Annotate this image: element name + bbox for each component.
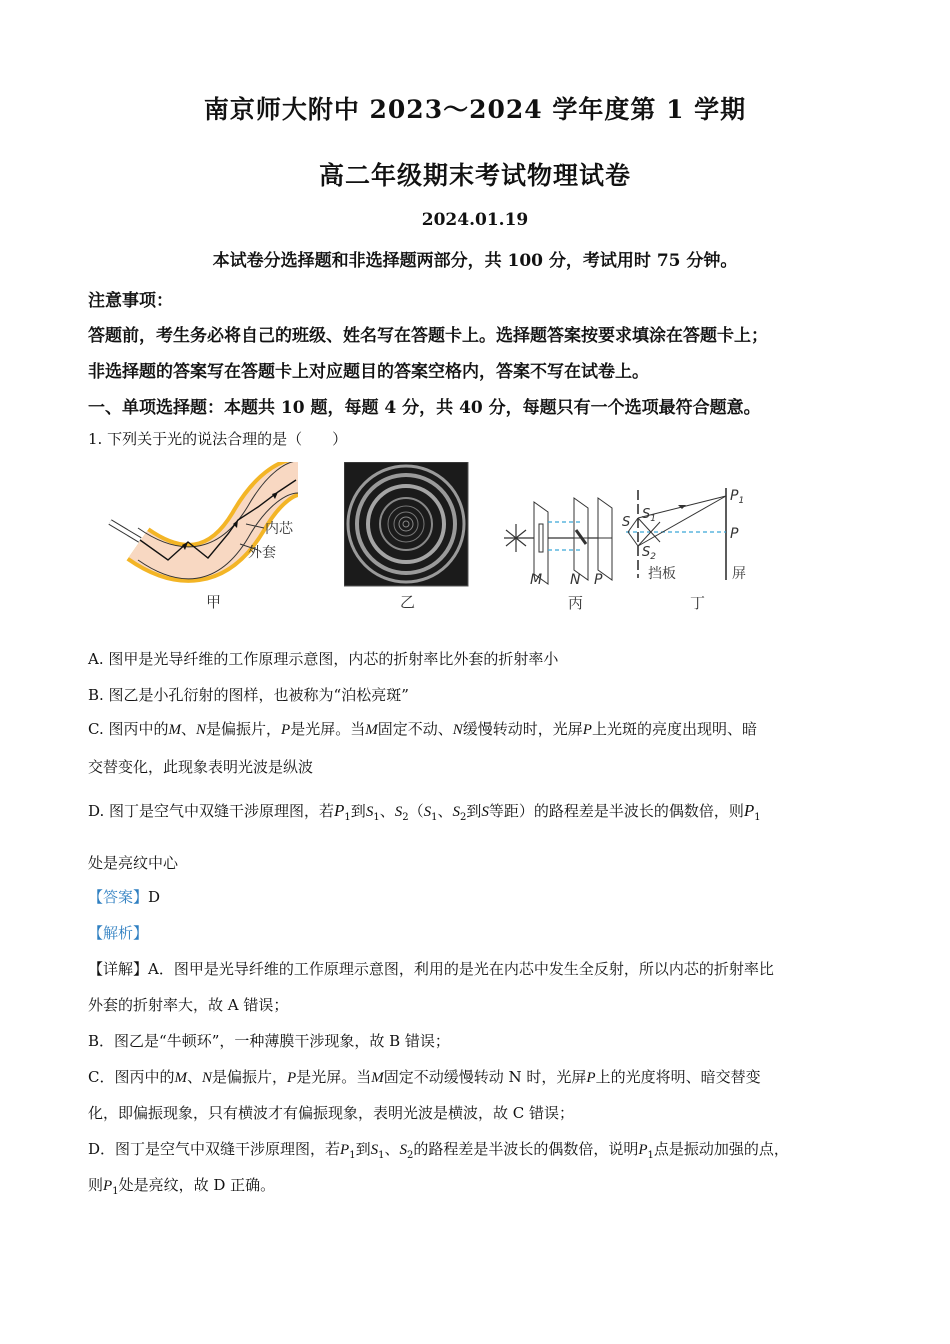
option-c-line-2: 交替变化，此现象表明光波是纵波 xyxy=(88,758,314,776)
core-label: 内芯 xyxy=(265,521,293,537)
option-c-line-1: C. 图丙中的M、N是偏振片，P是光屏。当M固定不动、N缓慢转动时，光屏P上光斑的亮度出现明、暗 xyxy=(88,720,757,738)
label-S2: $S_2$ xyxy=(642,545,656,562)
figure-jia xyxy=(108,462,308,622)
exam-intro: 本试卷分选择题和非选择题两部分，共 100 分，考试用时 75 分钟。 xyxy=(212,251,738,271)
label-board: 挡板 xyxy=(648,566,676,582)
exam-title: 南京师大附中 2023～2024 学年度第 1 学期 xyxy=(203,95,747,124)
notice-heading: 注意事项： xyxy=(88,291,173,311)
notice-line-2: 非选择题的答案写在答题卡上对应题目的答案空格内，答案不写在试卷上。 xyxy=(88,362,649,382)
exam-subtitle: 高二年级期末考试物理试卷 xyxy=(318,161,631,190)
caption-yi: 乙 xyxy=(400,593,416,611)
option-d-line-2: 处是亮纹中心 xyxy=(88,854,179,872)
exam-date: 2024.01.19 xyxy=(421,210,529,230)
answer-line xyxy=(88,886,160,907)
figure-bing xyxy=(500,492,620,616)
caption-bing: 丙 xyxy=(568,594,584,612)
detail-b: B．图乙是“牛顿环”，一种薄膜干涉现象，故 B 错误； xyxy=(88,1032,450,1050)
detail-a-line-2: 外套的折射率大，故 A 错误； xyxy=(88,996,289,1014)
detail-c-line-2: 化，即偏振现象，只有横波才有偏振现象，表明光波是横波，故 C 错误； xyxy=(88,1104,575,1122)
option-d-line-1: D. 图丁是空气中双缝干涉原理图，若$P_1$到$S_1$、$S_2(S_1$、$S_2$到S等距）的路程差是半波长的偶数倍，则$P_1$ xyxy=(88,801,761,823)
label-S: S xyxy=(622,515,631,530)
label-screen: 屏 xyxy=(732,566,746,582)
label-M: M xyxy=(530,572,543,588)
option-b: B. 图乙是小孔衍射的图样，也被称为“泊松亮斑” xyxy=(88,686,409,704)
caption-ding: 丁 xyxy=(690,594,706,612)
notice-line-1: 答题前，考生务必将自己的班级、姓名写在答题卡上。选择题答案按要求填涂在答题卡上； xyxy=(88,326,768,346)
label-P1: $P_1$ xyxy=(730,488,745,506)
section-heading: 一、单项选择题：本题共 10 题，每题 4 分，共 40 分，每题只有一个选项最符合题意。 xyxy=(88,398,761,418)
answer-label: 【答案】 xyxy=(88,888,149,906)
detail-d-line-2: 则$P_1$处是亮纹，故 D 正确。 xyxy=(88,1176,276,1197)
cladding-label: 外套 xyxy=(248,545,276,561)
detail-a-line-1: 【详解】A．图甲是光导纤维的工作原理示意图，利用的是光在内芯中发生全反射，所以内芯的折射率比 xyxy=(88,960,774,978)
figure-ding xyxy=(622,486,762,616)
label-P: P xyxy=(594,572,603,588)
detail-c-line-1: C．图丙中的M、N是偏振片，P是光屏。当M固定不动缓慢转动 N 时，光屏P上的光度将明、暗交替变 xyxy=(88,1068,761,1086)
figure-yi xyxy=(344,462,470,612)
label-N: N xyxy=(570,572,581,588)
caption-jia: 甲 xyxy=(206,593,222,611)
label-P-center: P xyxy=(730,526,739,542)
analysis-label: 【解析】 xyxy=(88,924,149,942)
label-S1: $S_1$ xyxy=(642,507,656,524)
question-1-stem: 1. 下列关于光的说法合理的是（ ） xyxy=(88,430,348,448)
detail-d-line-1: D．图丁是空气中双缝干涉原理图，若$P_1$到$S_1$、$S_2$的路程差是半波长的偶数倍，说明$P_1$点是振动加强的点， xyxy=(88,1140,789,1161)
option-a: A. 图甲是光导纤维的工作原理示意图，内芯的折射率比外套的折射率小 xyxy=(88,650,559,668)
answer-value: D xyxy=(148,888,161,906)
